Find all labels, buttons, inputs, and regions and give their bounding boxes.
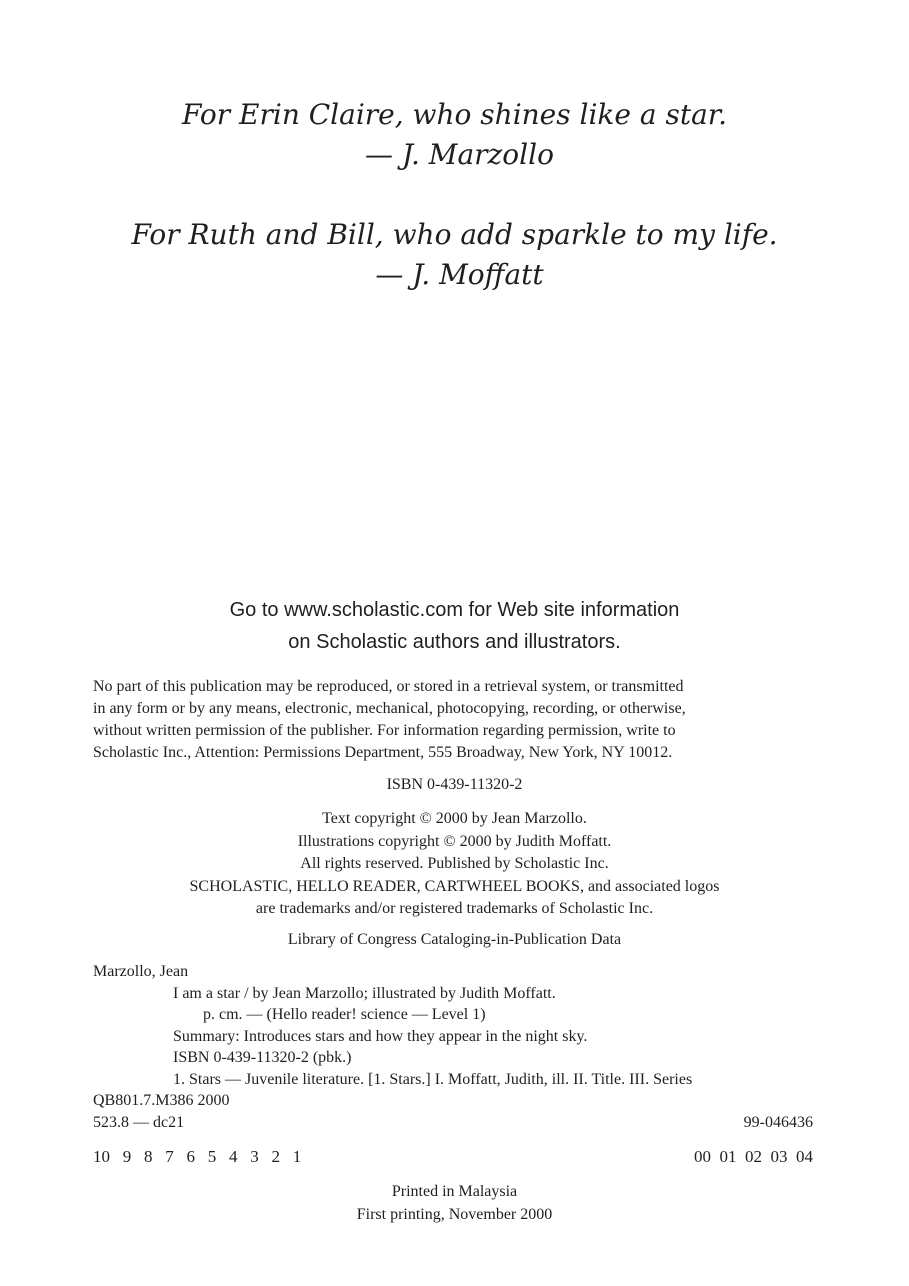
cip-title: I am a star / by Jean Marzollo; illustrated by Judith Moffatt. (173, 984, 556, 1002)
dedication-moffatt (0, 215, 909, 295)
print-line-left: 10 9 8 7 6 5 4 3 2 1 (93, 1147, 302, 1166)
cip-subjects: 1. Stars — Juvenile literature. [1. Stars.] I. Moffatt, Judith, ill. II. Title. III. Series (173, 1070, 693, 1088)
cip-physical: p. cm. — (Hello reader! science — Level 1) (203, 1006, 486, 1023)
web-site-note (0, 594, 909, 658)
dedication-text: For Ruth and Bill, who add sparkle to my life. (131, 218, 778, 251)
copyright-line: SCHOLASTIC, HELLO READER, CARTWHEEL BOOKS, and associated logos (189, 877, 720, 895)
isbn (0, 774, 909, 797)
cip-dewey-row (93, 1112, 813, 1134)
cip-dewey: 523.8 — dc21 (93, 1113, 185, 1131)
loc-heading-text: Library of Congress Cataloging-in-Publication Data (287, 931, 622, 948)
legal-line: without written permission of the publisher. For information regarding permission, write to (93, 722, 676, 739)
legal-line: No part of this publication may be reproduced, or stored in a retrieval system, or transmitted (93, 678, 684, 695)
cip-call-number: QB801.7.M386 2000 (93, 1092, 230, 1109)
legal-line: in any form or by any means, electronic, mechanical, photocopying, recording, or otherwise, (93, 700, 686, 717)
print-line (93, 1147, 813, 1167)
print-line-right: 00 01 02 03 04 (694, 1147, 813, 1166)
printing-info (0, 1181, 909, 1226)
copyright-line: Text copyright © 2000 by Jean Marzollo. (322, 810, 587, 827)
legal-notice (93, 676, 813, 764)
legal-line: Scholastic Inc., Attention: Permissions Department, 555 Broadway, New York, NY 10012. (93, 744, 673, 761)
copyright-line: are trademarks and/or registered trademarks of Scholastic Inc. (255, 900, 654, 917)
cip-isbn: ISBN 0-439-11320-2 (pbk.) (173, 1049, 352, 1066)
copyright-line: All rights reserved. Published by Scholastic Inc. (300, 855, 609, 872)
printed-line: Printed in Malaysia (391, 1183, 518, 1200)
dedication-author: — J. Marzollo (365, 138, 554, 171)
web-note-line: on Scholastic authors and illustrators. (288, 631, 621, 653)
dedication-marzollo (0, 95, 909, 175)
copyright-block (0, 808, 909, 921)
cip-summary: Summary: Introduces stars and how they appear in the night sky. (173, 1027, 588, 1045)
isbn-text: ISBN 0-439-11320-2 (386, 776, 523, 793)
copyright-line: Illustrations copyright © 2000 by Judith Moffatt. (297, 832, 612, 850)
dedication-author: — J. Moffatt (375, 258, 544, 291)
dedication-text: For Erin Claire, who shines like a star. (182, 98, 727, 131)
web-note-line: Go to www.scholastic.com for Web site information (229, 599, 680, 621)
printed-line: First printing, November 2000 (356, 1205, 553, 1223)
cip-lccn: 99-046436 (743, 1113, 813, 1131)
loc-heading (0, 929, 909, 952)
cip-author: Marzollo, Jean (93, 963, 189, 980)
cip-record (93, 961, 813, 1133)
